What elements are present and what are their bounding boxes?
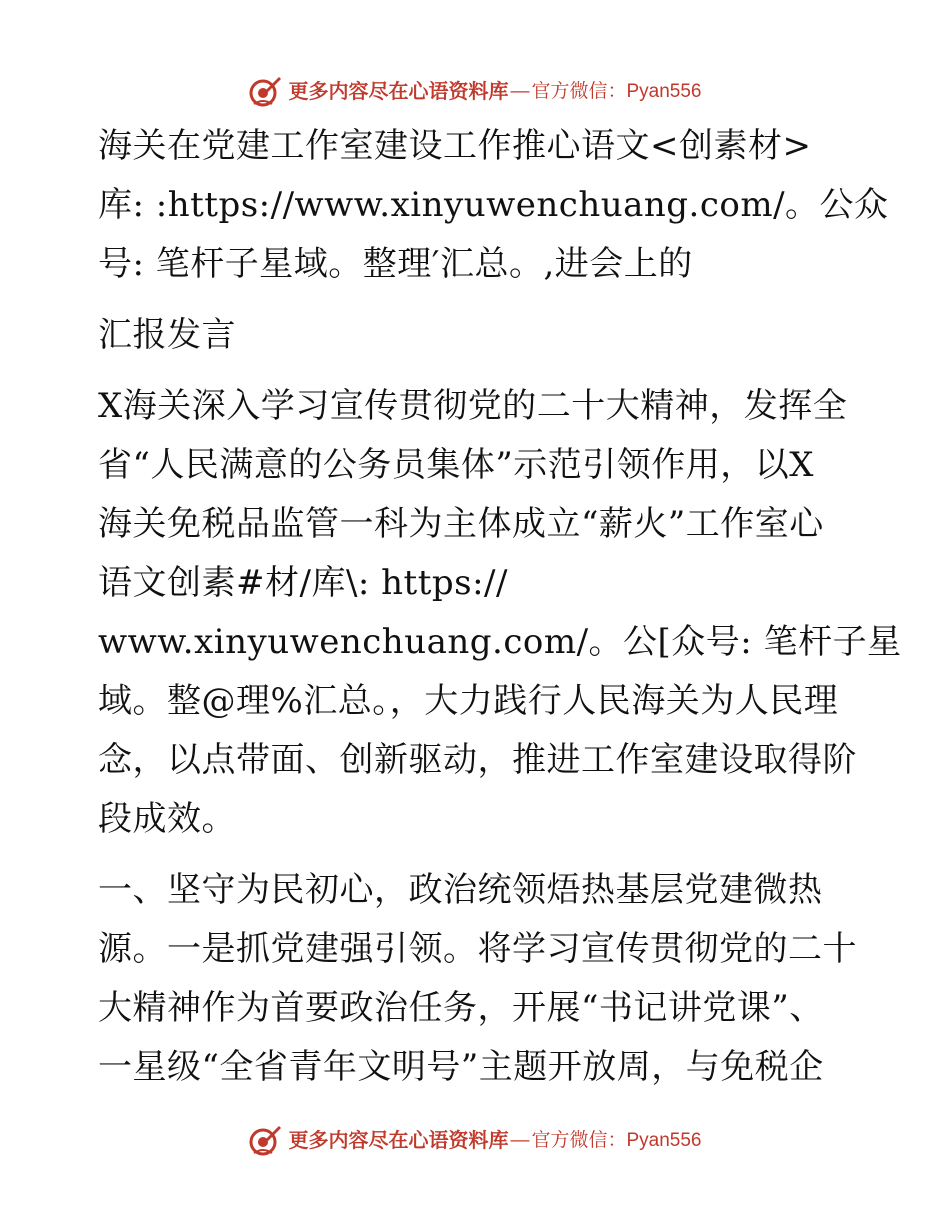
paragraph-line: 源。一是抓党建强引领。将学习宣传贯彻党的二十 — [98, 929, 857, 969]
paragraph-line: 海关免税品监管一科为主体成立“薪火”工作室心 — [98, 504, 824, 544]
paragraph-section-one — [98, 861, 858, 1097]
document-body — [98, 117, 902, 1097]
title-line: 库: :https://www.xinyuwenchuang.com/。公众 — [98, 185, 889, 225]
banner-separator: — — [510, 80, 530, 102]
banner-main-text: 更多内容尽在心语资料库 — [288, 1128, 509, 1152]
paragraph-line: 域。整@理%汇总。，大力践行人民海关为人民理 — [98, 681, 839, 721]
document-title — [98, 117, 889, 294]
paragraph-line: 一星级“全省青年文明号”主题开放周，与免税企 — [98, 1047, 824, 1087]
quill-seal-icon — [248, 1123, 282, 1157]
header-watermark-banner — [0, 71, 950, 111]
paragraph-intro — [98, 377, 902, 849]
title-line: 号: 笔杆子星域。整理′汇总。,进会上的 — [98, 244, 693, 284]
paragraph-line: www.xinyuwenchuang.com/。公[众号: 笔杆子星 — [98, 622, 902, 662]
banner-separator: — — [510, 1129, 530, 1151]
quill-seal-icon — [248, 74, 282, 108]
paragraph-line: 段成效。 — [98, 799, 236, 839]
footer-watermark-banner — [0, 1120, 950, 1160]
paragraph-line: 一、坚守为民初心，政治统领焐热基层党建微热 — [98, 870, 823, 910]
title-line: 海关在党建工作室建设工作推心语文<创素材> — [98, 126, 812, 166]
paragraph-line: 语文创素#材/库\: https:// — [98, 563, 508, 603]
banner-sub-text: 官方微信：Pyan556 — [531, 1129, 702, 1151]
paragraph-line: 念，以点带面、创新驱动，推进工作室建设取得阶 — [98, 740, 857, 780]
paragraph-line: X海关深入学习宣传贯彻党的二十大精神，发挥全 — [98, 386, 848, 426]
paragraph-line: 大精神作为首要政治任务，开展“书记讲党课”、 — [98, 988, 824, 1028]
document-subtitle: 汇报发言 — [98, 315, 236, 355]
banner-sub-text: 官方微信：Pyan556 — [531, 80, 702, 102]
paragraph-line: 省“人民满意的公务员集体”示范引领作用，以X — [98, 445, 814, 485]
banner-main-text: 更多内容尽在心语资料库 — [288, 79, 509, 103]
